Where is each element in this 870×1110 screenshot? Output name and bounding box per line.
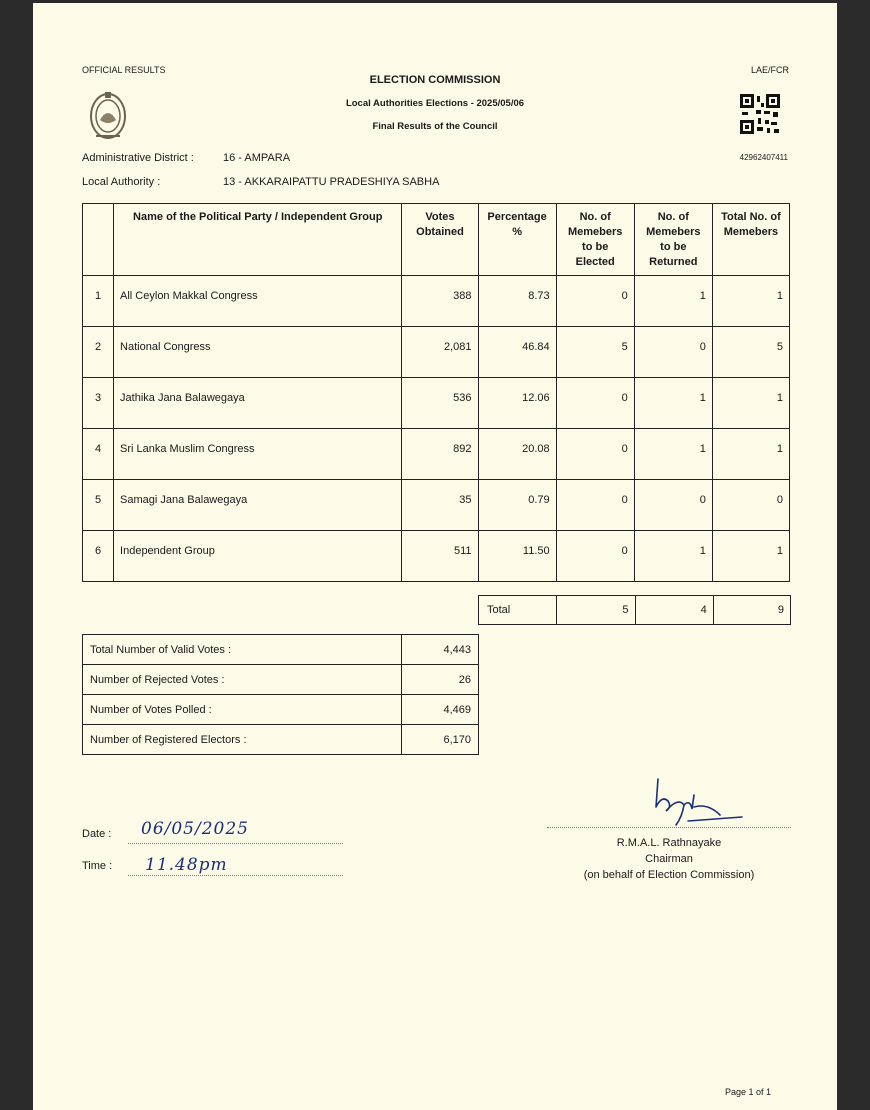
row-returned: 1 [634,276,712,327]
totals-label: Total [479,596,557,625]
totals-returned: 4 [635,596,713,625]
row-total: 0 [712,480,789,531]
row-returned: 1 [634,429,712,480]
row-party: Sri Lanka Muslim Congress [114,429,402,480]
date-handwritten: 06/05/2025 [141,819,249,839]
table-row [83,531,790,582]
district-label: Administrative District : [82,152,194,164]
row-votes: 2,081 [402,327,478,378]
row-elected: 0 [556,480,634,531]
table-row [83,378,790,429]
summary-row [83,695,479,725]
row-party: All Ceylon Makkal Congress [114,276,402,327]
row-votes: 536 [402,378,478,429]
summary-label: Number of Votes Polled : [83,695,402,725]
summary-label: Number of Rejected Votes : [83,665,402,695]
signature-line [547,827,791,828]
time-line [128,875,343,876]
row-index: 6 [83,531,114,582]
row-total: 1 [712,429,789,480]
summary-row [83,635,479,665]
row-percentage: 12.06 [478,378,556,429]
table-row [83,429,790,480]
summary-label: Number of Registered Electors : [83,725,402,755]
header-returned: No. of Memebers to be Returned [634,204,712,276]
row-returned: 0 [634,480,712,531]
row-party: National Congress [114,327,402,378]
header-party: Name of the Political Party / Independent Group [114,204,402,276]
totals-elected: 5 [557,596,635,625]
header-total: Total No. of Memebers [712,204,789,276]
district-value: 16 - AMPARA [223,152,291,164]
row-total: 1 [712,378,789,429]
row-total: 5 [712,327,789,378]
official-results-label: OFFICIAL RESULTS [82,65,166,75]
header-votes: Votes Obtained [402,204,478,276]
page-number: Page 1 of 1 [724,1087,771,1097]
results-table-header [83,204,790,276]
signatory-note: (on behalf of Election Commission) [583,869,755,881]
date-label: Date : [82,828,112,840]
date-line [128,843,343,844]
row-total: 1 [712,531,789,582]
document-number: 42962407411 [739,153,788,162]
signature-icon [638,773,748,833]
summary-value: 26 [402,665,479,695]
row-party: Independent Group [114,531,402,582]
totals-row [479,596,791,625]
row-index: 5 [83,480,114,531]
row-elected: 0 [556,378,634,429]
row-percentage: 8.73 [478,276,556,327]
row-percentage: 20.08 [478,429,556,480]
row-percentage: 0.79 [478,480,556,531]
document-page [33,3,837,1110]
table-row [83,276,790,327]
table-row [83,327,790,378]
row-index: 4 [83,429,114,480]
row-percentage: 46.84 [478,327,556,378]
row-percentage: 11.50 [478,531,556,582]
summary-value: 4,469 [402,695,479,725]
totals-total: 9 [713,596,790,625]
row-returned: 1 [634,378,712,429]
row-index: 1 [83,276,114,327]
row-elected: 0 [556,531,634,582]
table-row [83,480,790,531]
election-subtitle: Local Authorities Elections - 2025/05/06 [345,98,525,109]
row-index: 3 [83,378,114,429]
summary-row [83,665,479,695]
signatory-title: Chairman [645,853,693,865]
commission-title: ELECTION COMMISSION [369,74,501,86]
summary-value: 6,170 [402,725,479,755]
row-returned: 0 [634,327,712,378]
row-party: Samagi Jana Balawegaya [114,480,402,531]
header-percentage: Percentage % [478,204,556,276]
qr-code-icon [740,94,780,134]
final-results-subtitle: Final Results of the Council [372,121,498,132]
time-handwritten: 11.48pm [145,855,228,875]
row-party: Jathika Jana Balawegaya [114,378,402,429]
ref-code: LAE/FCR [750,65,789,75]
signatory-name: R.M.A.L. Rathnayake [616,837,722,849]
time-label: Time : [82,860,113,872]
row-votes: 511 [402,531,478,582]
summary-label: Total Number of Valid Votes : [83,635,402,665]
authority-value: 13 - AKKARAIPATTU PRADESHIYA SABHA [223,176,440,188]
header-index [83,204,114,276]
row-elected: 0 [556,276,634,327]
row-returned: 1 [634,531,712,582]
row-votes: 35 [402,480,478,531]
header-elected: No. of Memebers to be Elected [556,204,634,276]
summary-table [82,634,479,755]
row-index: 2 [83,327,114,378]
row-total: 1 [712,276,789,327]
totals-table [478,595,791,625]
summary-row [83,725,479,755]
row-elected: 5 [556,327,634,378]
row-votes: 892 [402,429,478,480]
row-votes: 388 [402,276,478,327]
results-table [82,203,790,582]
sri-lanka-emblem-icon [88,88,128,142]
summary-value: 4,443 [402,635,479,665]
row-elected: 0 [556,429,634,480]
authority-label: Local Authority : [82,176,161,188]
